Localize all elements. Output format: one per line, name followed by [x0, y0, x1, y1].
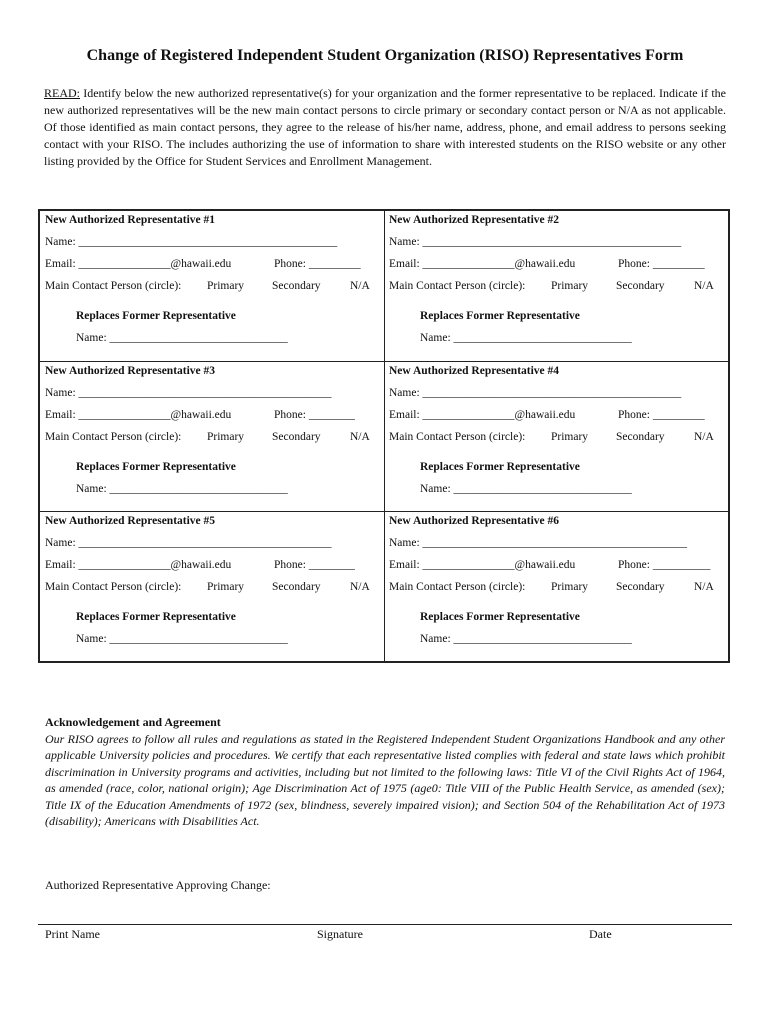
- grid-divider-vertical: [384, 211, 385, 661]
- rep-phone-field[interactable]: Phone: __________: [618, 559, 711, 571]
- secondary-option[interactable]: Secondary: [272, 280, 321, 292]
- rep-name-field[interactable]: Name: _____________________________________________: [389, 236, 682, 248]
- rep-name-field[interactable]: Name: _____________________________________________: [45, 236, 338, 248]
- primary-option[interactable]: Primary: [207, 280, 245, 292]
- rep-email-field[interactable]: Email: ________________@hawaii.edu: [45, 409, 232, 421]
- acknowledgement-title: Acknowledgement and Agreement: [45, 715, 221, 729]
- former-rep-name-field[interactable]: Name: _______________________________: [76, 633, 288, 645]
- rep-phone-field[interactable]: Phone: _________: [618, 409, 705, 421]
- former-rep-name-field[interactable]: Name: _______________________________: [76, 332, 288, 344]
- replaces-former-heading: Replaces Former Representative: [76, 310, 236, 322]
- representative-block: [389, 214, 723, 364]
- rep-heading: New Authorized Representative #6: [389, 515, 560, 527]
- primary-option[interactable]: Primary: [207, 431, 245, 443]
- intro-text: Identify below the new authorized representative(s) for your organization and the former representative to be replaced. Indicate if the new authorized representatives will be the new main contact persons to circle primary or secondary contact person or N/A as not applicable. Of those identified as main contact persons, they agree to the release of his/her name, address, phone, and email address to persons seeking contact with your RISO. The includes authorizing the use of information to share with interested students on the RISO website or any other listing provided by the Office for Student Services and Enrollment Management.: [44, 86, 726, 168]
- main-contact-label: Main Contact Person (circle):: [389, 581, 526, 593]
- former-rep-name-field[interactable]: Name: _______________________________: [420, 332, 632, 344]
- rep-name-field[interactable]: Name: ____________________________________________: [45, 387, 332, 399]
- secondary-option[interactable]: Secondary: [272, 581, 321, 593]
- replaces-former-heading: Replaces Former Representative: [76, 611, 236, 623]
- date-label: Date: [589, 927, 612, 941]
- na-option[interactable]: N/A: [694, 280, 714, 292]
- signature-label: Signature: [317, 927, 363, 941]
- primary-option[interactable]: Primary: [207, 581, 245, 593]
- representative-block: [45, 214, 379, 364]
- rep-heading: New Authorized Representative #5: [45, 515, 216, 527]
- main-contact-label: Main Contact Person (circle):: [389, 280, 526, 292]
- former-rep-name-field[interactable]: Name: _______________________________: [420, 483, 632, 495]
- na-option[interactable]: N/A: [694, 431, 714, 443]
- rep-email-field[interactable]: Email: ________________@hawaii.edu: [389, 409, 576, 421]
- print-name-label: Print Name: [45, 927, 100, 941]
- rep-heading: New Authorized Representative #3: [45, 365, 216, 377]
- rep-name-field[interactable]: Name: ______________________________________________: [389, 537, 688, 549]
- rep-email-field[interactable]: Email: ________________@hawaii.edu: [389, 559, 576, 571]
- rep-phone-field[interactable]: Phone: ________: [274, 559, 355, 571]
- rep-heading: New Authorized Representative #2: [389, 214, 560, 226]
- rep-email-field[interactable]: Email: ________________@hawaii.edu: [389, 258, 576, 270]
- representative-block: [389, 515, 723, 665]
- rep-phone-field[interactable]: Phone: _________: [274, 258, 361, 270]
- na-option[interactable]: N/A: [350, 431, 370, 443]
- replaces-former-heading: Replaces Former Representative: [420, 461, 580, 473]
- na-option[interactable]: N/A: [694, 581, 714, 593]
- secondary-option[interactable]: Secondary: [616, 431, 665, 443]
- rep-name-field[interactable]: Name: ____________________________________________: [45, 537, 332, 549]
- acknowledgement-body: Our RISO agrees to follow all rules and regulations as stated in the Registered Independent Student Organizations Handbook and any other applicable University policies and procedures. We certify that each representative listed complies with federal and state laws which prohibit discrimination in University programs and activities, including but not limited to the following laws: Title VI of the Civil Rights Act of 1964, as amended (race, color, national origin); Age Discrimination Act of 1975 (age0: Title VIII of the Public Health Service, as amended (sex); Title IX of the Education Amendments of 1972 (sex, blindness, severely impaired vision); and Section 504 of the Rehabilitation Act of 1973 (disability); Americans with Disabilities Act.: [45, 731, 725, 828]
- primary-option[interactable]: Primary: [551, 431, 589, 443]
- signature-line: [38, 924, 732, 925]
- replaces-former-heading: Replaces Former Representative: [420, 611, 580, 623]
- replaces-former-heading: Replaces Former Representative: [76, 461, 236, 473]
- representative-block: [389, 365, 723, 515]
- main-contact-label: Main Contact Person (circle):: [389, 431, 526, 443]
- acknowledgement-section: [45, 714, 725, 830]
- rep-phone-field[interactable]: Phone: _________: [618, 258, 705, 270]
- main-contact-label: Main Contact Person (circle):: [45, 280, 182, 292]
- na-option[interactable]: N/A: [350, 581, 370, 593]
- secondary-option[interactable]: Secondary: [272, 431, 321, 443]
- rep-email-field[interactable]: Email: ________________@hawaii.edu: [45, 258, 232, 270]
- secondary-option[interactable]: Secondary: [616, 280, 665, 292]
- rep-email-field[interactable]: Email: ________________@hawaii.edu: [45, 559, 232, 571]
- representative-block: [45, 515, 379, 665]
- representative-block: [45, 365, 379, 515]
- former-rep-name-field[interactable]: Name: _______________________________: [76, 483, 288, 495]
- rep-heading: New Authorized Representative #1: [45, 214, 216, 226]
- approval-label: Authorized Representative Approving Change:: [45, 878, 271, 892]
- rep-phone-field[interactable]: Phone: ________: [274, 409, 355, 421]
- former-rep-name-field[interactable]: Name: _______________________________: [420, 633, 632, 645]
- secondary-option[interactable]: Secondary: [616, 581, 665, 593]
- form-title: Change of Registered Independent Student Organization (RISO) Representatives Form: [86, 47, 684, 64]
- primary-option[interactable]: Primary: [551, 280, 589, 292]
- intro-lead: READ:: [44, 86, 80, 100]
- primary-option[interactable]: Primary: [551, 581, 589, 593]
- rep-name-field[interactable]: Name: _____________________________________________: [389, 387, 682, 399]
- na-option[interactable]: N/A: [350, 280, 370, 292]
- intro-paragraph: [44, 85, 726, 170]
- main-contact-label: Main Contact Person (circle):: [45, 581, 182, 593]
- main-contact-label: Main Contact Person (circle):: [45, 431, 182, 443]
- rep-heading: New Authorized Representative #4: [389, 365, 560, 377]
- replaces-former-heading: Replaces Former Representative: [420, 310, 580, 322]
